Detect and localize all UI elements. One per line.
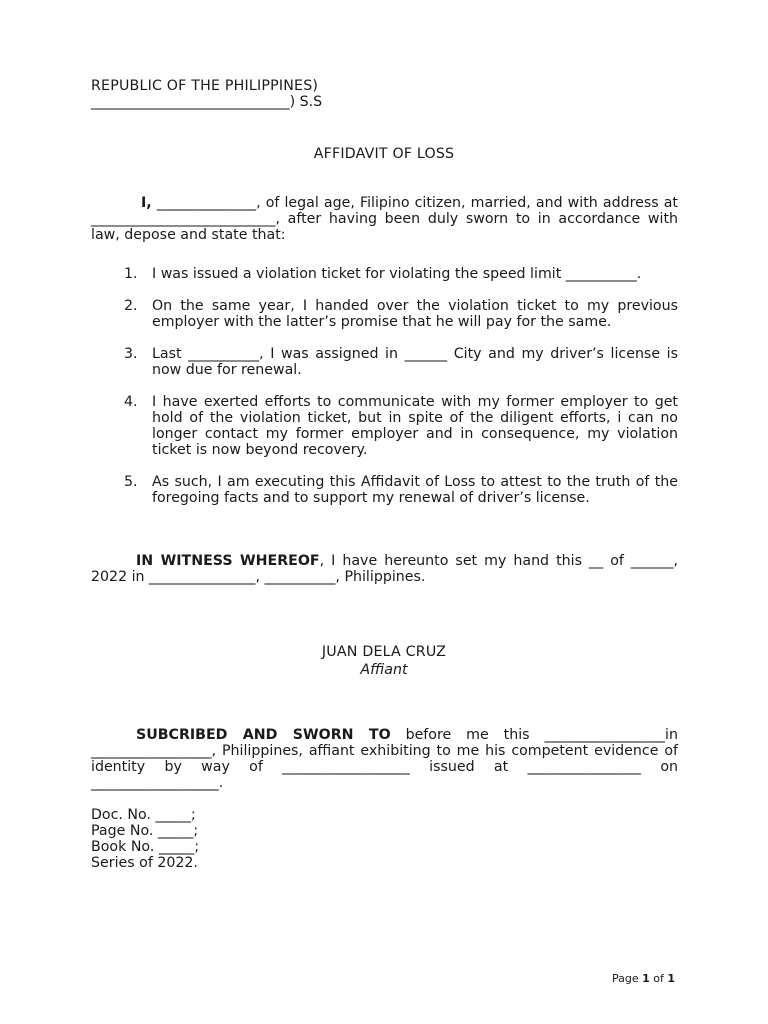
- list-item-number: 2.: [124, 298, 138, 314]
- witness-paragraph: [91, 553, 678, 585]
- footer-of-word: of: [653, 972, 664, 985]
- intro-lead: I,: [141, 195, 152, 211]
- statement-list: [91, 266, 678, 522]
- witness-lead: IN WITNESS WHEREOF: [136, 553, 320, 569]
- list-item-text: Last __________, I was assigned in ______ City and my driver’s license is now due for renewal.: [152, 346, 678, 378]
- list-item: [91, 266, 678, 282]
- footer-current-page: 1: [642, 972, 650, 985]
- list-item: [91, 474, 678, 506]
- document-title: AFFIDAVIT OF LOSS: [313, 146, 455, 162]
- list-item-text: I have exerted efforts to communicate with my former employer to get hold of the violation ticket, but in spite of the diligent efforts, i can no longer contact my former employer and in consequence, my violation ticket is now beyond recovery.: [152, 394, 678, 458]
- doc-number: Doc. No. _____;: [91, 807, 196, 823]
- page-number: Page No. _____;: [91, 823, 199, 839]
- list-item: [91, 298, 678, 330]
- intro-paragraph: [91, 195, 678, 243]
- series-year: Series of 2022.: [91, 855, 198, 871]
- intro-text: ______________, of legal age, Filipino citizen, married, and with address at __________________________, after having been duly sworn to in accordance with law, depose and state that:: [91, 195, 678, 243]
- list-item: [91, 394, 678, 458]
- notarial-register: [91, 807, 199, 871]
- list-item-text: On the same year, I handed over the violation ticket to my previous employer with the latter’s promise that he will pay for the same.: [152, 298, 678, 330]
- affiant-label: Affiant: [360, 662, 408, 678]
- list-item-number: 5.: [124, 474, 138, 490]
- jurat-paragraph: [91, 727, 678, 791]
- header-ss-line: ____________________________) S.S: [91, 94, 323, 110]
- list-item: [91, 346, 678, 378]
- footer-page-word: Page: [612, 972, 639, 985]
- list-item-number: 3.: [124, 346, 138, 362]
- header-jurisdiction: REPUBLIC OF THE PHILIPPINES): [91, 78, 319, 94]
- list-item-text: As such, I am executing this Affidavit of Loss to attest to the truth of the foregoing facts and to support my renewal of driver’s license.: [152, 474, 678, 506]
- witness-text: , I have hereunto set my hand this __ of ______, 2022 in _______________, __________, Philippines.: [91, 553, 678, 585]
- footer-total-pages: 1: [667, 972, 676, 985]
- book-number: Book No. _____;: [91, 839, 200, 855]
- jurat-lead: SUBCRIBED AND SWORN TO: [136, 727, 391, 743]
- list-item-number: 4.: [124, 394, 138, 410]
- list-item-text: I was issued a violation ticket for violating the speed limit __________.: [152, 266, 642, 282]
- jurat-text: before me this _________________in _________________, Philippines, affiant exhibiting to me his competent evidence of identity by way of __________________ issued at ________________ on __________________.: [91, 727, 678, 791]
- affiant-name: JUAN DELA CRUZ: [321, 644, 447, 660]
- list-item-number: 1.: [124, 266, 138, 282]
- page-footer: [612, 972, 675, 985]
